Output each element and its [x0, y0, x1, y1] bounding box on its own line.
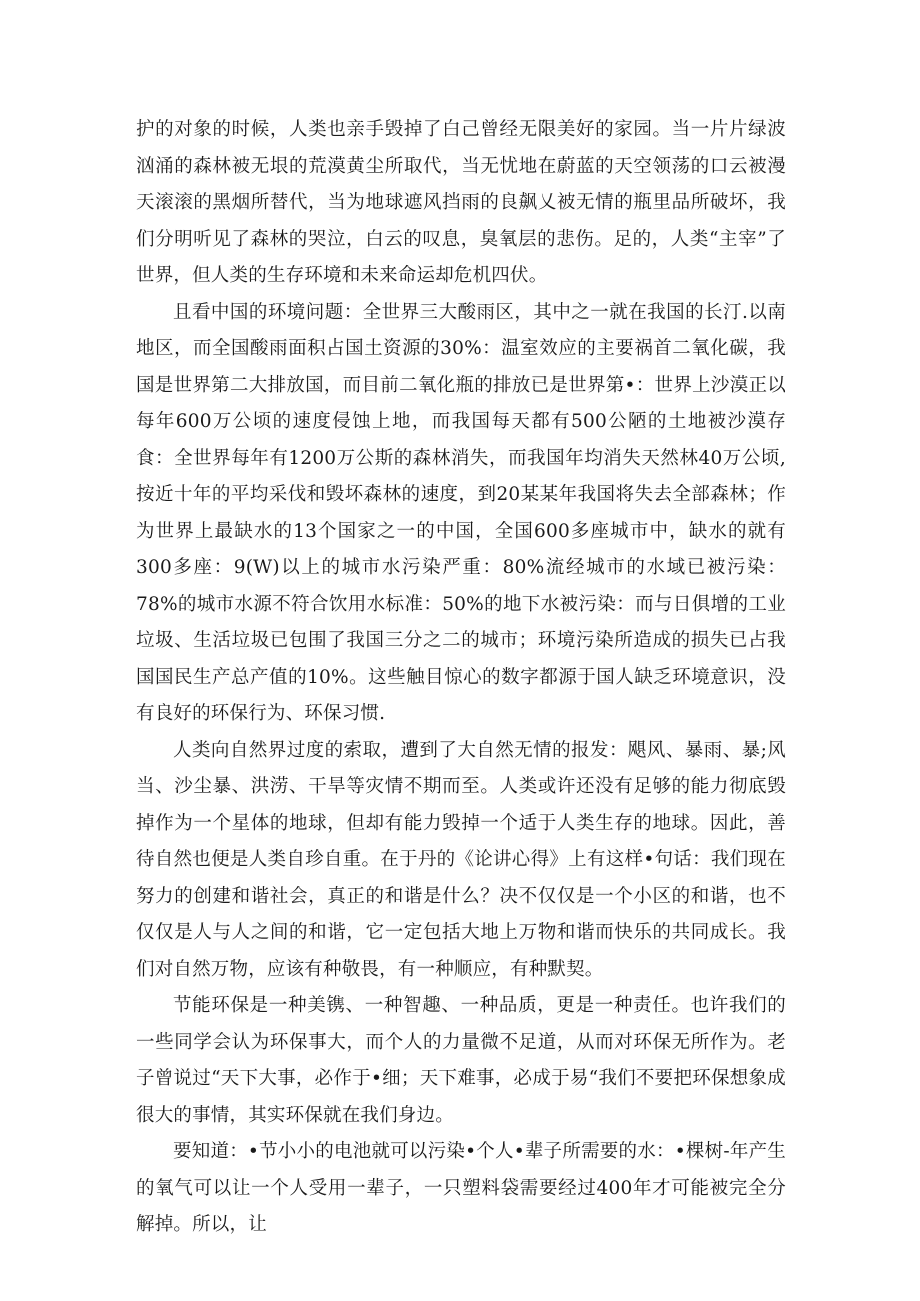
paragraph-nature-retaliation: 人类向自然界过度的索取，遭到了大自然无情的报发：飓风、暴雨、暴;风当、沙尘暴、洪涝、干旱等灾情不期而至。人类或许还没有足够的能力彻底毁掉作为一个星体的地球，但却有能力毁掉一个适于人类生存的地球。因此，善待自然也便是人类自珍自重。在于丹的《论讲心得》上有这样•句话：我们现在努力的创建和谐社会，真正的和谐是什么？决不仅仅是一个小区的和谐，也不仅仅是人与人之间的和谐，它一定包括大地上万物和谐而快乐的共同成长。我们对自然万物，应该有种敬畏，有一种顺应，有种默契。	[136, 739, 786, 980]
paragraph-facts: 要知道：•节小小的电池就可以污染•个人•辈子所需要的水：•棵树-年产生的氧气可以让一个人受用一辈子，一只塑料袋需要经过400年才可能被完全分解掉。所以，让	[136, 1141, 786, 1235]
document-body	[136, 112, 786, 1244]
paragraph-continuation: 护的对象的时候，人类也亲手毁掉了白己曾经无限美好的家园。当一片片绿波汹涌的森林被无垠的荒漠黄尘所取代，当无忧地在蔚蓝的天空领荡的口云被漫天滚滚的黑烟所替代，当为地球遮风挡雨的良飙乂被无情的瓶里品所破坏，我们分明听见了森林的哭泣，白云的叹息，臭氧层的悲伤。足的，人类“主宰”了世界，但人类的生存环境和未来命运却危机四伏。	[136, 119, 786, 286]
paragraph-china-environment: 且看中国的环境问题：全世界三大酸雨区，其中之一就在我国的长汀.以南地区，而全国酸雨面积占国土资源的30%：温室效应的主要祸首二氧化碳，我国是世界第二大排放国，而目前二氧化瓶的排放已是世界第•：世界上沙漠正以每年600万公顷的速度侵蚀上地，而我国每天都有500公陋的土地被沙漠存食：全世界每年有1200万公斯的森林消失，而我国年均消失天然林40万公顷,按近十年的平均采伐和毁坏森林的速度，到20某某年我国将失去全部森林；作为世界上最缺水的13个国家之一的中国，全国600多座城市中，缺水的就有300多座：9(W)以上的城市水污染严重：80%流经城市的水域已被污染：78%的城市水源不符合饮用水标准：50%的地下水被污染：而与日俱增的工业垃圾、生活垃圾已包围了我国三分之二的城市；环境污染所造成的损失已占我国国民生产总产值的10%。这些触目惊心的数字都源于国人缺乏环境意识，没有良好的环保行为、环保习惯.	[136, 301, 786, 724]
paragraph-energy-saving: 节能环保是一种美镌、一种智趣、一种品质，更是一种责任。也许我们的一些同学会认为环保事大，而个人的力量微不足道，从而对环保无所作为。老子曾说过“天下大事，必作于•细；天下难事，必成于易“我们不要把环保想象成很大的事情，其实环保就在我们身边。	[136, 995, 786, 1126]
